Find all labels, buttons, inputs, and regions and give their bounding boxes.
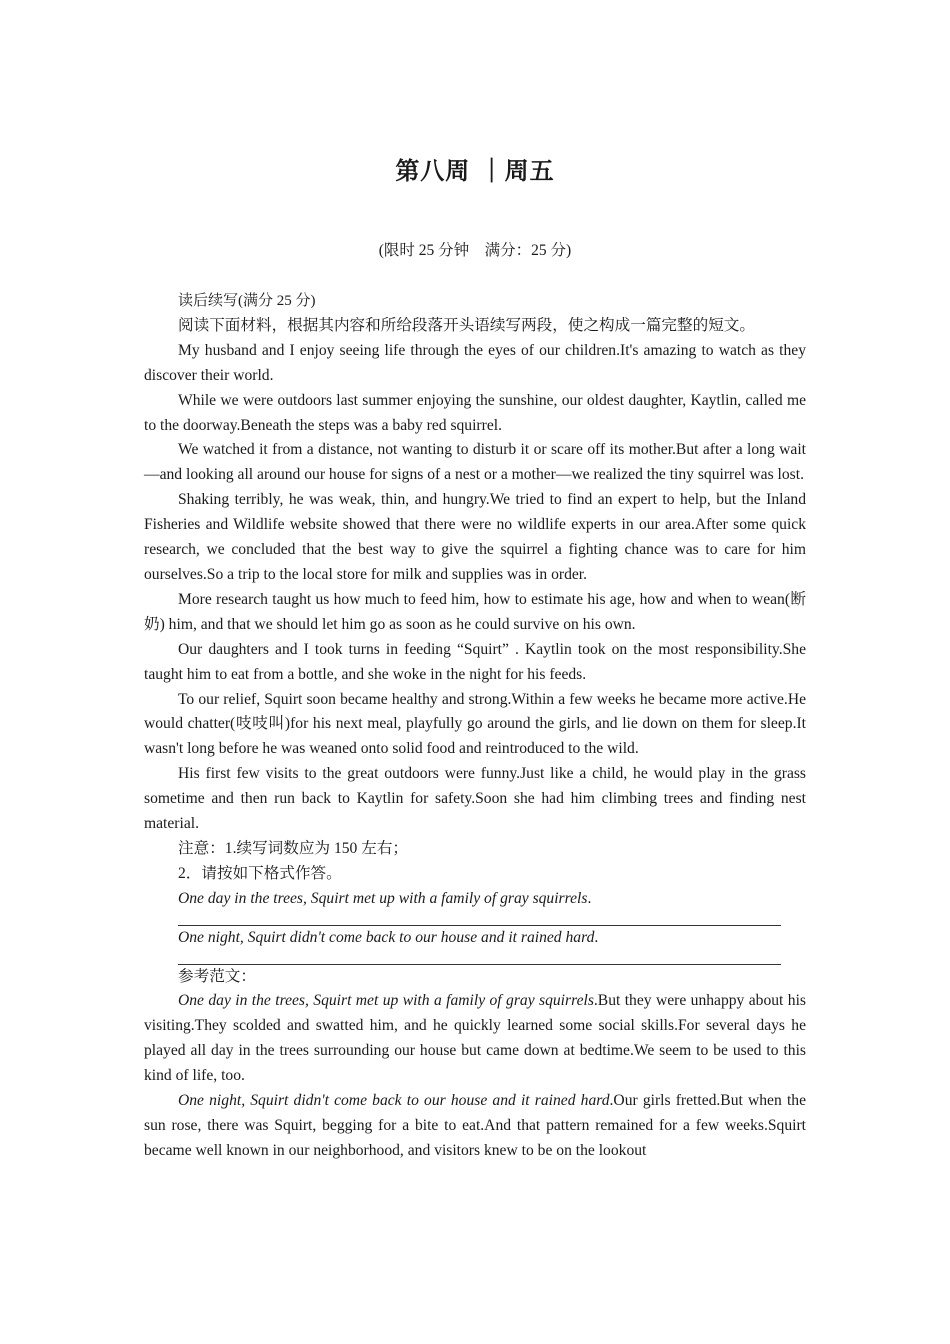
- section-heading-label: 读后续写: [178, 291, 239, 309]
- document-body: [144, 288, 806, 1164]
- story-paragraph: Our daughters and I took turns in feeding “Squirt” . Kaytlin took on the most responsibility.She taught him to eat from a bottle, and she woke in the night for his feeds.: [144, 640, 806, 683]
- answer-line-1[interactable]: [178, 900, 781, 926]
- sample-1-rest: .But they were unhappy about his visiting.They scolded and swatted him, and he quickly learned some social skills.For several days he played all day in the trees surrounding our house but came down at bedtime.We seem to be used to this kind of life, too.: [144, 992, 806, 1085]
- note-format: 2．请按如下格式作答。: [178, 864, 342, 882]
- story-paragraph: To our relief, Squirt soon became healthy and strong.Within a few weeks he became more active.He would chatter(吱吱叫)for his next meal, playfully go around the girls, and lie down on them for sleep.It wasn't long before he was weaned onto solid food and reintroduced to the wild.: [144, 690, 806, 758]
- time-limit-subtitle: (限时 25 分钟 满分：25 分): [378, 242, 572, 259]
- answer-line-2[interactable]: [178, 939, 781, 965]
- section-heading: [144, 288, 806, 314]
- prompt-2-text: One night, Squirt didn't come back to our house and it rained hard: [178, 928, 595, 946]
- sample-1-lead: One day in the trees, Squirt met up with a family of gray squirrels: [178, 992, 594, 1010]
- sample-label: 参考范文：: [178, 967, 256, 985]
- prompt-1-text: One day in the trees, Squirt met up with a family of gray squirrels: [178, 889, 588, 907]
- story-paragraph: While we were outdoors last summer enjoying the sunshine, our oldest daughter, Kaytlin, called me to the doorway.Beneath the steps was a baby red squirrel.: [144, 391, 806, 434]
- sample-2-rest: .Our girls fretted.But when the sun rose, there was Squirt, begging for a bite to eat.And that pattern remained for a few weeks.Squirt became well known in our neighborhood, and visitors knew to be on the lookout: [144, 1092, 806, 1159]
- page-title: 第八周 ｜周五: [395, 157, 555, 185]
- story-paragraph: Shaking terribly, he was weak, thin, and hungry.We tried to find an expert to help, but the Inland Fisheries and Wildlife website showed that there were no wildlife experts in our area.After some quick research, we concluded that the best way to give the squirrel a fighting chance was to care for him ourselves.So a trip to the local store for milk and supplies was in order.: [144, 491, 806, 583]
- prompt-1-end: .: [587, 889, 592, 907]
- sample-paragraph-1: [144, 989, 806, 1089]
- sample-2-lead: One night, Squirt didn't come back to our house and it rained hard: [178, 1092, 610, 1110]
- story-paragraph: More research taught us how much to feed him, how to estimate his age, how and when to wean(断奶) him, and that we should let him go as soon as he could survive on his own.: [144, 590, 806, 633]
- note-word-count: 注意：1.续写词数应为 150 左右；: [178, 839, 409, 857]
- instruction-text: 阅读下面材料，根据其内容和所给段落开头语续写两段，使之构成一篇完整的短文。: [178, 316, 755, 334]
- story-paragraph: His first few visits to the great outdoors were funny.Just like a child, he would play in the grass sometime and then run back to Kaytlin for safety.Soon she had him climbing trees and finding nest material.: [144, 765, 806, 833]
- story-paragraph: My husband and I enjoy seeing life through the eyes of our children.It's amazing to watch as they discover their world.: [144, 341, 806, 384]
- section-heading-score: (满分 25 分): [238, 293, 316, 309]
- sample-paragraph-2: [144, 1089, 806, 1164]
- prompt-2-end: .: [594, 928, 599, 946]
- story-paragraph: We watched it from a distance, not wanting to disturb it or scare off its mother.But after a long wait—and looking all around our house for signs of a nest or a mother—we realized the tiny squirrel was lost.: [144, 441, 806, 484]
